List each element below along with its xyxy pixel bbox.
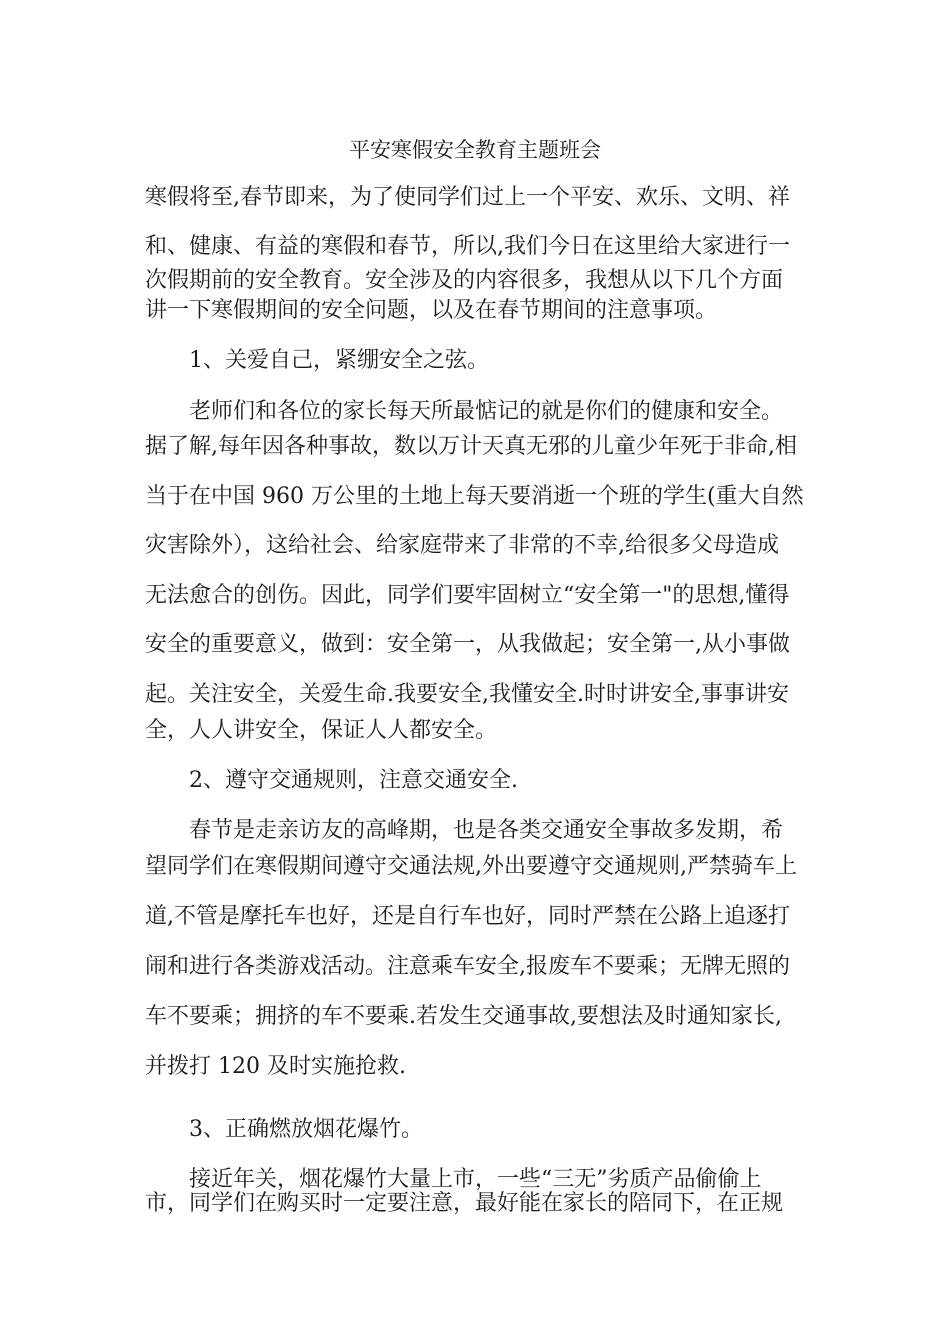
paragraph-line: 次假期前的安全教育。安全涉及的内容很多，我想从以下几个方面 — [145, 268, 784, 293]
paragraph-line: 和、健康、有益的寒假和春节，所以,我们今日在这里给大家进行一 — [145, 234, 790, 259]
paragraph-line: 当于在中国 960 万公里的土地上每天要消逝一个班的学生(重大自然 — [145, 484, 804, 509]
paragraph-line: 讲一下寒假期间的安全问题，以及在春节期间的注意事项。 — [145, 298, 718, 323]
paragraph-line: 闹和进行各类游戏活动。注意乘车安全,报废车不要乘；无牌无照的 — [145, 954, 790, 979]
section-heading: 3、正确燃放烟花爆竹。 — [189, 1117, 423, 1142]
paragraph-line: 全，人人讲安全，保证人人都安全。 — [145, 718, 498, 743]
paragraph-line: 接近年关，烟花爆竹大量上市，一些“三无”劣质产品偷偷上 — [189, 1167, 762, 1192]
paragraph-line: 春节是走亲访友的高峰期，也是各类交通安全事故多发期，希 — [189, 818, 784, 843]
paragraph-line: 起。关注安全，关爱生命.我要安全,我懂安全.时时讲安全,事事讲安 — [145, 682, 789, 707]
paragraph-line: 无法愈合的创伤。因此，同学们要牢固树立“安全第一"的思想,懂得 — [145, 583, 790, 608]
paragraph-line: 车不要乘；拥挤的车不要乘.若发生交通事故,要想法及时通知家长, — [145, 1004, 782, 1029]
paragraph-line: 市，同学们在购买时一定要注意，最好能在家长的陪同下，在正规 — [145, 1191, 784, 1216]
document-title: 平安寒假安全教育主题班会 — [349, 138, 601, 162]
paragraph-line: 道,不管是摩托车也好，还是自行车也好，同时严禁在公路上追逐打 — [145, 904, 790, 929]
section-heading: 1、关爱自己，紧绷安全之弦。 — [189, 348, 489, 373]
paragraph-line: 老师们和各位的家长每天所最惦记的就是你们的健康和安全。 — [189, 399, 784, 424]
paragraph-line: 寒假将至,春节即来，为了使同学们过上一个平安、欢乐、文明、祥 — [145, 185, 790, 210]
paragraph-line: 据了解,每年因各种事故，数以万计天真无邪的儿童少年死于非命,相 — [145, 434, 797, 459]
paragraph-line: 望同学们在寒假期间遵守交通法规,外出要遵守交通规则,严禁骑车上 — [145, 854, 797, 879]
paragraph-line: 并拨打 120 及时实施抢救. — [145, 1054, 406, 1079]
paragraph-line: 安全的重要意义，做到：安全第一，从我做起；安全第一,从小事做 — [145, 632, 790, 657]
paragraph-line: 灾害除外），这给社会、给家庭带来了非常的不幸,给很多父母造成 — [145, 533, 779, 558]
section-heading: 2、遵守交通规则，注意交通安全. — [189, 768, 518, 793]
